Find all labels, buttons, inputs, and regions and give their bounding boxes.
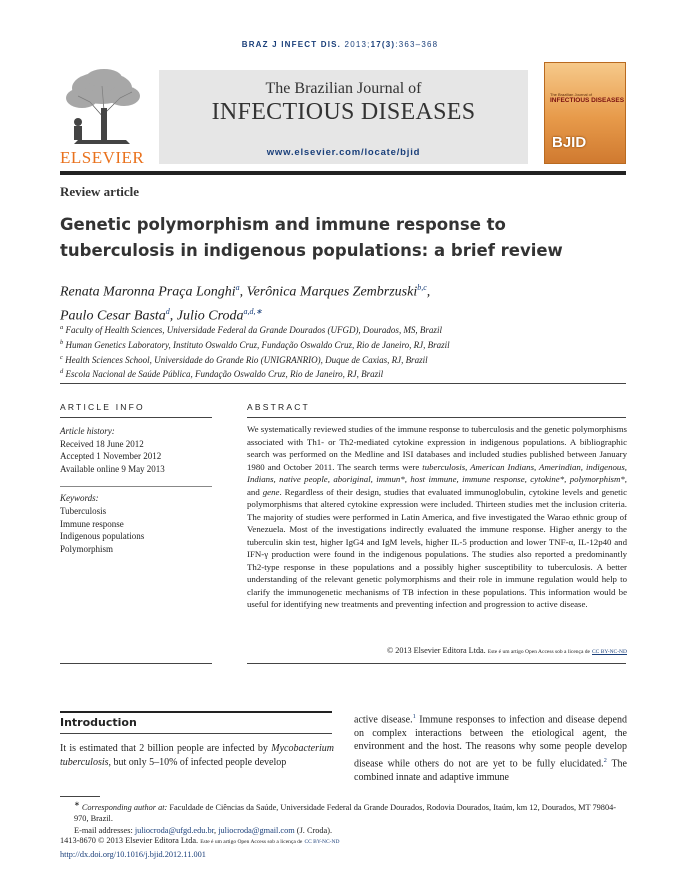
search-terms: tuberculosis, American Indians, Amerindian, indigenous, Indians, native people, aboriginal, immun*, host immune, immune response, cytokine*, polymorphism* — [247, 461, 628, 484]
reference-link[interactable]: 2 — [603, 756, 607, 764]
history-item: Available online 9 May 2013 — [60, 463, 165, 474]
license-link[interactable]: CC BY-NC-ND — [592, 649, 627, 655]
email-link[interactable]: juliocroda@gmail.com — [218, 825, 295, 835]
journal-issue: (3) — [381, 40, 396, 49]
intro-text: active disease. — [354, 714, 413, 726]
article-info-heading: ARTICLE INFO — [60, 402, 145, 412]
copyright-text: © 2013 Elsevier Editora Ltda. — [386, 646, 486, 655]
cover-badge: BJID — [552, 134, 587, 151]
email-owner: (J. Croda). — [294, 825, 333, 835]
license-note: Este é um artigo Open Access sob a licença de — [200, 839, 303, 845]
abstract-text — [247, 423, 627, 611]
abstract-copyright — [247, 646, 627, 655]
footnote-divider — [60, 796, 100, 797]
affiliation-list — [60, 322, 620, 381]
page-footer — [60, 835, 626, 860]
abstract-part: . Regardless of their design, studies that evaluated immunoglobulin, cytokine levels and genetic polymorphisms that altered cytokine expression were included. Thirteen studies met the inclusion criteria. The majority of studies were performed in Latin America, and five investigated the Warao ethnic group of Venezuela. Most of the investigations indirectly evaluated the immune response. Higher anergy to the tuberculin skin test, higher IgG4 and IgM levels, higher IL-5 production and lower TNF-α, IL-12p40 and IFN-γ production were found in the indigenous populations. The studies also reported a predominantly Th2-type response in these populations and a possibly higher susceptibility to tuberculosis. A better understanding of the relevant genetic polymorphisms and their role in immune regulation would help to clarify the immunogenetic mechanisms of TB infection in these populations. This information would be useful for identifying new treatments and preventing infection and progression to active disease. — [247, 486, 628, 609]
section-divider — [60, 383, 626, 384]
email-label: E-mail addresses: — [74, 825, 135, 835]
author-name: Renata Maronna Praça Longhi — [60, 284, 236, 300]
masthead-title: INFECTIOUS DISEASES — [211, 99, 476, 125]
license-link[interactable]: CC BY-NC-ND — [304, 839, 340, 845]
info-divider — [60, 417, 212, 418]
elsevier-wordmark: ELSEVIER — [60, 148, 145, 167]
affiliation-item — [60, 337, 620, 352]
intro-text: , but only 5–10% of infected people develop — [108, 756, 287, 768]
affil-text: Escola Nacional de Saúde Pública, Fundação Oswaldo Cruz, Rio de Janeiro, RJ, Brazil — [65, 369, 384, 380]
author-affil-link[interactable]: a,d,∗ — [243, 306, 263, 316]
author-affil-link[interactable]: d — [165, 306, 170, 316]
intro-divider — [60, 733, 332, 734]
title-line: Genetic polymorphism and immune response to — [60, 215, 506, 234]
journal-citation-line: BRAZ J INFECT DIS. 2013;17(3):363–368 — [241, 40, 439, 49]
keywords-label: Keywords: — [60, 493, 99, 503]
license-note: Este é um artigo Open Access sob a licença de — [487, 649, 590, 655]
corr-address — [60, 799, 626, 825]
affil-marker: d — [60, 368, 64, 376]
article-title — [60, 212, 600, 264]
email-link[interactable]: juliocroda@ufgd.edu.br — [134, 825, 215, 835]
author-affil-link[interactable]: a — [235, 283, 240, 292]
abstract-part: , and — [247, 474, 627, 497]
masthead-subtitle: The Brazilian Journal of — [265, 80, 422, 97]
corresponding-author-footnote — [60, 799, 626, 836]
author-separator: , — [239, 284, 247, 300]
keyword-item: Tuberculosis — [60, 505, 107, 516]
history-item: Accepted 1 November 2012 — [60, 451, 162, 461]
header-divider — [60, 171, 626, 175]
intro-right-column — [354, 710, 627, 784]
author-list — [60, 278, 620, 325]
intro-divider — [60, 711, 332, 713]
journal-year: 2013 — [344, 40, 368, 49]
corr-address-text: Faculdade de Ciências da Saúde, Universidade Federal da Grande Dourados, Rodovia Dourados, Itaúm, km 12, Dourados, MT 79804-970, Brazil. — [74, 802, 617, 824]
author-name: Verônica Marques Zembrzuski — [246, 284, 418, 300]
journal-volume: 17 — [370, 40, 382, 49]
keywords-block — [60, 492, 220, 556]
article-type: Review article — [60, 184, 140, 199]
affiliation-item — [60, 322, 620, 337]
author-separator: , — [426, 284, 431, 300]
title-line: tuberculosis in indigenous populations: a brief review — [60, 241, 563, 260]
abstract-part: We systematically reviewed studies of the immune response to tuberculosis and the genetic polymorphisms associated with Th1- or Th2-mediated cytokine expression in indigenous populations. A bibliographic search was performed on the Medline and ISI databases and included studies published between January 1980 and October 2011. The search terms were — [247, 424, 627, 472]
abstract-divider — [247, 663, 626, 664]
author-separator: , — [169, 308, 177, 324]
affil-marker: a — [60, 324, 64, 331]
journal-abbrev: BRAZ J INFECT DIS. — [241, 40, 342, 49]
affil-text: Faculty of Health Sciences, Universidade Federal da Grande Dourados (UFGD), Dourados, MS, Brazil — [65, 325, 442, 335]
species-name: Mycobacterium tuberculosis — [60, 743, 334, 768]
info-divider — [60, 663, 212, 664]
keyword-item: Immune response — [60, 518, 124, 529]
reference-link[interactable]: 1 — [412, 713, 416, 720]
email-separator: , — [214, 825, 219, 835]
affiliation-item — [60, 366, 620, 381]
author-name: Paulo Cesar Basta — [60, 308, 166, 324]
history-item: Received 18 June 2012 — [60, 438, 144, 449]
keyword-item: Polymorphism — [60, 544, 114, 555]
info-divider — [60, 486, 212, 487]
affil-text: Human Genetics Laboratory, Instituto Oswaldo Cruz, Fundação Oswaldo Cruz, Rio de Janeiro, RJ, Brazil — [65, 339, 450, 350]
introduction-heading: Introduction — [60, 716, 137, 729]
author-name: Julio Croda — [176, 308, 244, 324]
abstract-divider — [247, 417, 626, 418]
cover-title: INFECTIOUS DISEASES — [550, 97, 625, 104]
affil-marker: b — [60, 338, 64, 346]
intro-text: It is estimated that 2 billion people are infected by — [60, 743, 272, 754]
journal-url-link[interactable]: www.elsevier.com/locate/bjid — [266, 147, 421, 158]
abstract-heading: ABSTRACT — [247, 402, 310, 412]
search-term-gene: gene — [262, 486, 280, 497]
intro-text: The combined innate and adaptive immune — [354, 758, 627, 783]
issn-text: 1413-8670 © 2013 Elsevier Editora Ltda. — [60, 836, 199, 845]
journal-pages: :363–368 — [395, 40, 439, 49]
footnote-marker: ∗ — [74, 801, 80, 808]
author-affil-link[interactable]: b,c — [417, 283, 427, 292]
affil-marker: c — [60, 353, 63, 361]
affil-text: Health Sciences School, Universidade do Grande Rio (UNIGRANRIO), Duque de Caxias, RJ, Brazil — [65, 354, 428, 365]
cover-subtitle: The Brazilian Journal of — [550, 92, 593, 97]
affiliation-item — [60, 352, 620, 367]
article-history — [60, 425, 220, 475]
corr-label: Corresponding author at: — [81, 802, 168, 812]
history-label: Article history: — [60, 426, 115, 436]
issn-line — [60, 835, 626, 849]
keyword-item: Indigenous populations — [60, 531, 145, 542]
intro-left-column — [60, 742, 334, 769]
intro-text: Immune responses to infection and disease depend on complex interactions between the etiological agent, the environment and the host. The reasons why some people develop disease while others do not are yet to be fully elucidated. — [354, 714, 627, 770]
doi-link[interactable]: http://dx.doi.org/10.1016/j.bjid.2012.11.001 — [60, 849, 206, 859]
